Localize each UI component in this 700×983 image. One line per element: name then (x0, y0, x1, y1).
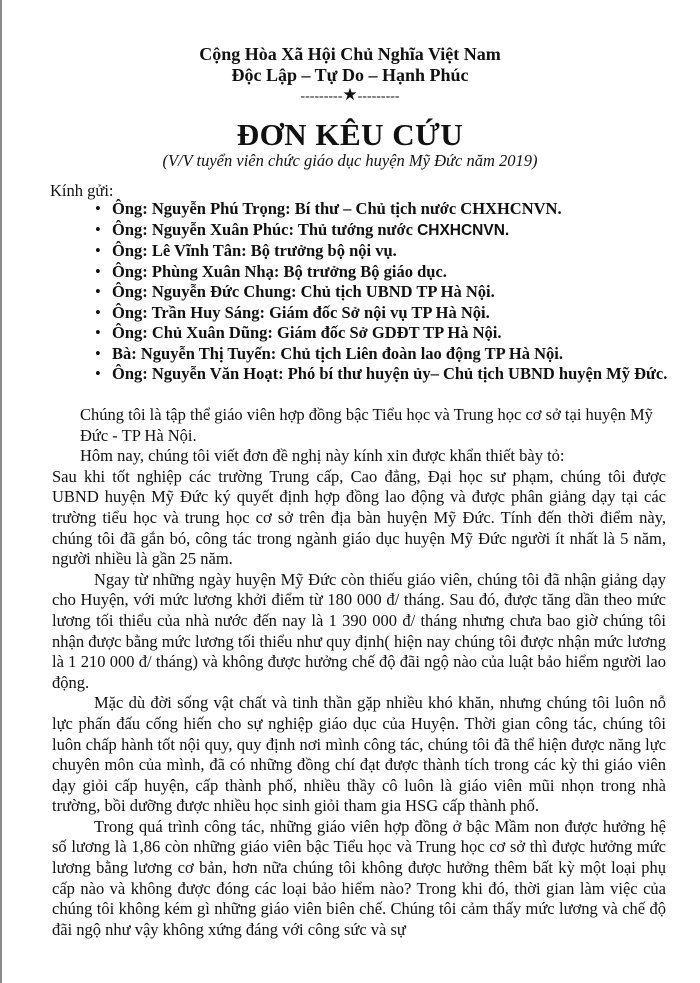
recipient-item: • Ông: Nguyễn Đức Chung: Chủ tịch UBND TP Hà Nội. (95, 282, 675, 303)
recipient-item: • Ông: Trần Huy Sáng: Giám đốc Sở nội vụ TP Hà Nội. (95, 303, 675, 324)
document-title: ĐƠN KÊU CỨU (236, 117, 464, 152)
document-subtitle: (V/V tuyển viên chức giáo dục huyện Mỹ Đức năm 2019) (162, 151, 538, 170)
greeting: Kính gửi: (50, 181, 114, 200)
recipient-item: • Ông: Nguyễn Xuân Phúc: Thủ tướng nước CHXHCNVN. (95, 220, 675, 242)
header-separator (0, 86, 700, 106)
separator-dashes-left: --------- (300, 89, 343, 104)
nation-name: Cộng Hòa Xã Hội Chủ Nghĩa Việt Nam (199, 44, 501, 64)
body-paragraph-salary: Ngay từ những ngày huyện Mỹ Đức còn thiếu giáo viên, chúng tôi đã nhận giảng dạy cho Huyện, với mức lương khởi điểm từ 180 000 đ/ tháng. Sau đó, được tăng dần theo mức lương tối thiểu của nhà nước đến nay là 1 390 000 đ/ tháng nhưng chưa bao giờ chúng tôi nhận được bằng mức lương tối thiểu như quy định( hiện nay chúng tôi được nhận mức lương là 1 210 000 đ/ tháng) và không được hưởng chế độ đãi ngộ nào của luật bảo hiểm người lao động. (52, 569, 666, 692)
recipient-item: • Ông: Phùng Xuân Nhạ: Bộ trưởng Bộ giáo dục. (95, 262, 675, 283)
star-icon: ★ (342, 85, 358, 104)
recipient-item: • Ông: Chủ Xuân Dũng: Giám đốc Sở GDĐT TP Hà Nội. (95, 323, 675, 344)
body-paragraph-purpose: Hôm nay, chúng tôi viết đơn đề nghị này kính xin được khẩn thiết bày tỏ: (80, 446, 565, 466)
recipient-item: • Ông: Lê Vĩnh Tân: Bộ trưởng bộ nội vụ. (95, 241, 675, 262)
body-paragraph-intro: Chúng tôi là tập thể giáo viên hợp đồng bậc Tiểu học và Trung học cơ sở tại huyện Mỹ Đức - TP Hà Nội. (80, 405, 653, 445)
national-motto: Độc Lập – Tự Do – Hạnh Phúc (231, 65, 469, 85)
recipient-list (95, 199, 675, 385)
document-body (52, 405, 666, 940)
recipient-item: • Ông: Nguyễn Văn Hoạt: Phó bí thư huyện ủy– Chủ tịch UBND huyện Mỹ Đức. (95, 364, 675, 385)
recipient-item: • Bà: Nguyễn Thị Tuyến: Chủ tịch Liên đoàn lao động TP Hà Nội. (95, 344, 675, 365)
body-paragraph-dedication: Mặc dù đời sống vật chất và tinh thần gặp nhiều khó khăn, nhưng chúng tôi luôn nỗ lực phấn đấu cống hiến cho sự nghiệp giáo dục của Huyện. Thời gian công tác, chúng tôi luôn chấp hành tốt nội quy, quy định nơi mình công tác, chúng tôi đã thể hiện được năng lực chuyên môn của mình, đã có những đồng chí đạt được thành tích trong các kỳ thi giáo viên dạy giỏi cấp huyện, cấp thành phố, nhiều thầy cô luôn là giáo viên mũi nhọn trong nhà trường, bồi dưỡng được nhiều học sinh giỏi tham gia HSG cấp thành phố. (52, 693, 666, 816)
body-paragraph-background: Sau khi tốt nghiệp các trường Trung cấp, Cao đẳng, Đại học sư phạm, chúng tôi được UBND huyện Mỹ Đức ký quyết định hợp đồng lao động và được phân giảng dạy tại các trường tiểu học và trung học cơ sở trên địa bàn huyện Mỹ Đức. Tính đến thời điểm này, chúng tôi đã gắn bó, công tác trong ngành giáo dục huyện Mỹ Đức người ít nhất là 5 năm, người nhiều là gần 25 năm. (52, 466, 666, 569)
separator-dashes-right: --------- (357, 89, 400, 104)
body-paragraph-comparison: Trong quá trình công tác, những giáo viên hợp đồng ở bậc Mầm non được hưởng hệ số lương là 1,86 còn những giáo viên bậc Tiểu học và Trung học cơ sở thì được hưởng mức lương bằng lương cơ bản, hơn nữa chúng tôi không được hưởng thêm bất kỳ một loại phụ cấp nào và không được đóng các loại bảo hiểm nào? Trong khi đó, thời gian làm việc của chúng tôi không kém gì những giáo viên biên chế. Chúng tôi cảm thấy mức lương và chế độ đãi ngộ như vậy không xứng đáng với công sức và sự (52, 816, 666, 939)
recipient-item: • Ông: Nguyễn Phú Trọng: Bí thư – Chủ tịch nước CHXHCNVN. (95, 199, 675, 220)
national-header (0, 44, 700, 106)
